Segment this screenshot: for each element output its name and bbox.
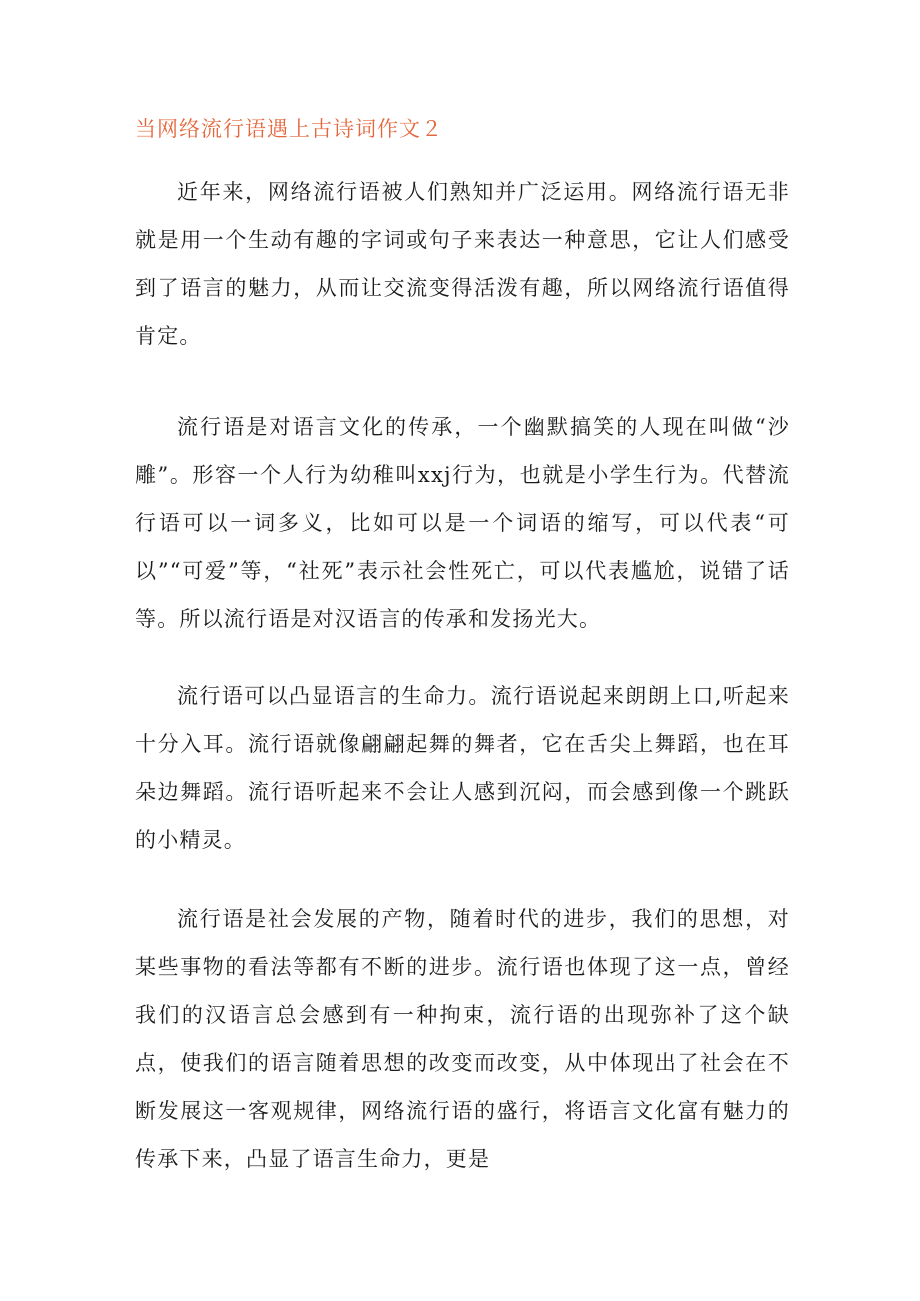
paragraph-4: 流行语是社会发展的产物，随着时代的进步，我们的思想，对某些事物的看法等都有不断的进步。流行语也体现了这一点，曾经我们的汉语言总会感到有一种拘束，流行语的出现弥补了这个缺点，使我们的语言随着思想的改变而改变，从中体现出了社会在不断发展这一客观规律，网络流行语的盛行，将语言文化富有魅力的传承下来，凸显了语言生命力，更是 [135,907,790,1171]
paragraph-2: 流行语是对语言文化的传承，一个幽默搞笑的人现在叫做“沙雕”。形容一个人行为幼稚叫xxj行为，也就是小学生行为。代替流行语可以一词多义，比如可以是一个词语的缩写，可以代表“可以”“可爱”等，“社死”表示社会性死亡，可以代表尴尬，说错了话等。所以流行语是对汉语言的传承和发扬光大。 [135,415,790,631]
document-title: 当网络流行语遇上古诗词作文２ [135,117,443,141]
paragraph-3: 流行语可以凸显语言的生命力。流行语说起来朗朗上口,听起来十分入耳。流行语就像翩翩起舞的舞者，它在舌尖上舞蹈，也在耳朵边舞蹈。流行语听起来不会让人感到沉闷，而会感到像一个跳跃的小精灵。 [135,684,790,852]
paragraph-1: 近年来，网络流行语被人们熟知并广泛运用。网络流行语无非就是用一个生动有趣的字词或句子来表达一种意思，它让人们感受到了语言的魅力，从而让交流变得活泼有趣，所以网络流行语值得肯定。 [135,180,790,348]
